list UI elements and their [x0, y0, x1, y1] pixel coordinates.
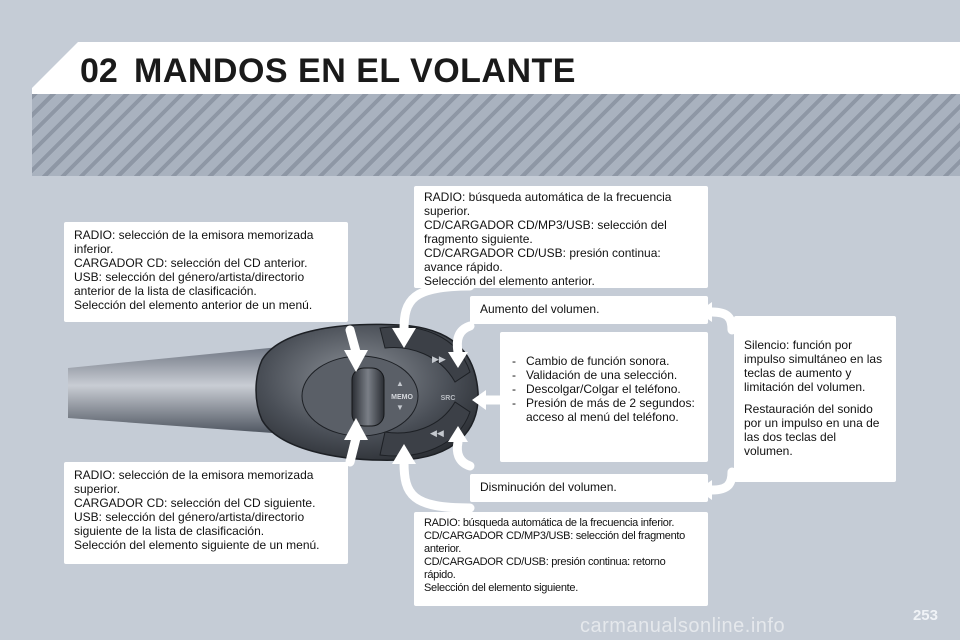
arrow-bottom-center	[404, 462, 470, 508]
bottom-center-line-1: RADIO: búsqueda automática de la frecuencia inferior.	[424, 517, 675, 529]
bottom-left-line-2: CARGADOR CD: selección del CD siguiente.	[74, 496, 316, 510]
arrow-vol-up	[457, 326, 470, 352]
volume-up-text: Aumento del volumen.	[480, 302, 600, 316]
arrow-mute-bottom	[712, 472, 732, 490]
bottom-left-line-3: USB: selección del género/artista/directorio siguiente de la lista de clasificación.	[74, 510, 305, 538]
memo-roller	[352, 368, 384, 426]
arrow-top-center	[404, 286, 470, 330]
function-item-1: - Cambio de función sonora.	[510, 354, 698, 368]
info-box-top-center	[414, 186, 708, 288]
bottom-center-line-4: Selección del elemento siguiente.	[424, 582, 578, 594]
chapter-number: 02	[80, 52, 118, 90]
top-left-line-1: RADIO: selección de la emisora memorizada inferior.	[74, 228, 314, 256]
arrow-bottom-left	[350, 438, 356, 462]
top-center-line-3: CD/CARGADOR CD/USB: presión continua: avance rápido.	[424, 246, 661, 274]
function-item-2: - Validación de una selección.	[510, 368, 698, 382]
page-title: MANDOS EN EL VOLANTE	[134, 52, 576, 90]
down-arrow-icon: ▼	[396, 403, 404, 412]
top-left-line-2: CARGADOR CD: selección del CD anterior.	[74, 256, 308, 270]
mute-text: Silencio: función por impulso simultáneo en las teclas de aumento y limitación del volumen.	[744, 338, 883, 394]
function-item-3: - Descolgar/Colgar el teléfono.	[510, 382, 698, 396]
page-number: 253	[912, 607, 938, 624]
arrow-mute-top	[712, 312, 732, 330]
bottom-left-line-4: Selección del elemento siguiente de un menú.	[74, 538, 320, 552]
info-box-functions	[500, 332, 708, 462]
function-list	[510, 354, 698, 424]
bottom-left-line-1: RADIO: selección de la emisora memorizada superior.	[74, 468, 314, 496]
top-center-line-2: CD/CARGADOR CD/MP3/USB: selección del fragmento siguiente.	[424, 218, 667, 246]
info-box-bottom-center	[414, 512, 708, 606]
up-arrow-icon: ▲	[396, 379, 404, 388]
info-box-volume-down	[470, 474, 708, 502]
top-center-line-1: RADIO: búsqueda automática de la frecuencia superior.	[424, 190, 672, 218]
memo-label: MEMO	[391, 394, 413, 401]
restore-sound-text: Restauración del sonido por un impulso en una de las dos teclas del volumen.	[744, 402, 880, 458]
watermark: carmanualsonline.info	[580, 615, 786, 637]
bottom-center-line-3: CD/CARGADOR CD/USB: presión continua: retorno rápido.	[424, 556, 666, 581]
info-box-mute	[734, 316, 896, 482]
bottom-center-line-2: CD/CARGADOR CD/MP3/USB: selección del fragmento anterior.	[424, 530, 685, 555]
arrow-vol-down	[457, 442, 470, 466]
info-box-volume-up	[470, 296, 708, 324]
volume-down-text: Disminución del volumen.	[480, 480, 617, 494]
src-label: SRC	[440, 395, 456, 402]
top-center-line-4: Selección del elemento anterior.	[424, 274, 595, 288]
top-left-line-3: USB: selección del género/artista/directorio anterior de la lista de clasificación.	[74, 270, 305, 298]
info-box-top-left	[64, 222, 348, 322]
function-item-4: - Presión de más de 2 segundos: acceso al menú del teléfono.	[510, 396, 698, 424]
rewind-icon: ◀◀	[430, 428, 444, 438]
top-left-line-4: Selección del elemento anterior de un menú.	[74, 298, 313, 312]
info-box-bottom-left	[64, 462, 348, 564]
forward-icon: ▶▶	[432, 354, 446, 364]
arrow-top-left	[350, 330, 356, 352]
